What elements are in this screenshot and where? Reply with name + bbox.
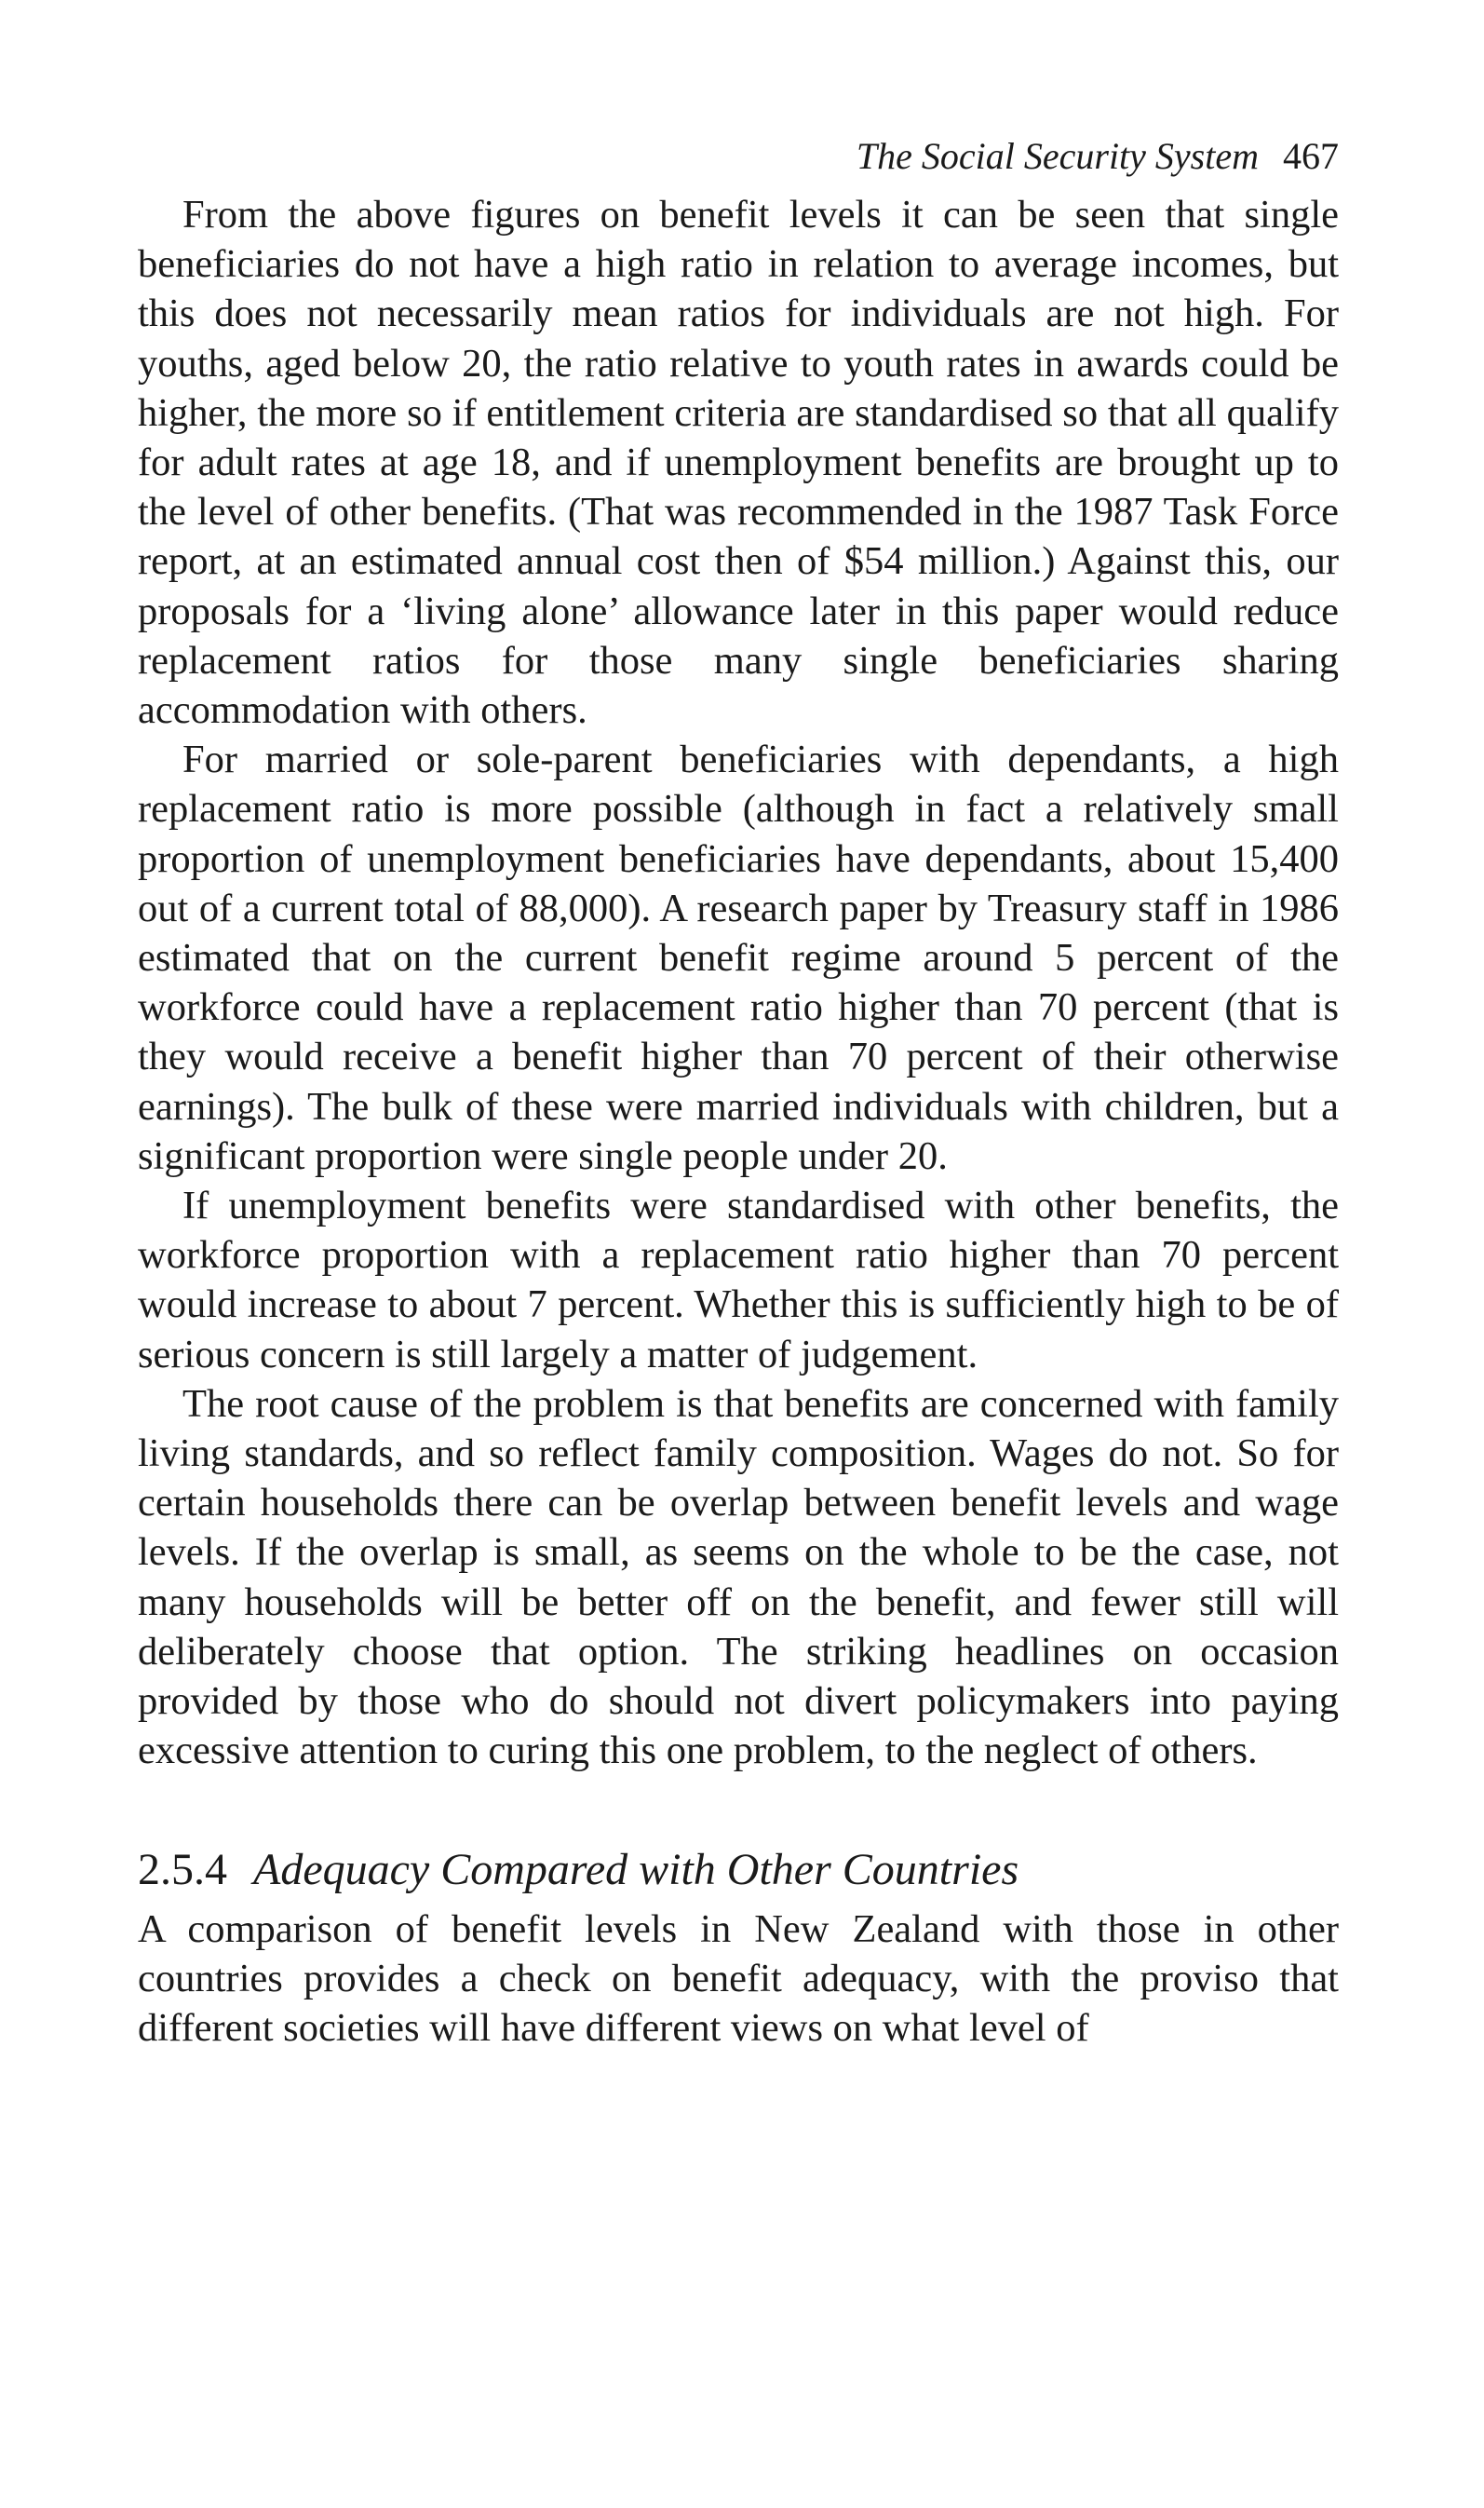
section-number: 2.5.4	[138, 1844, 227, 1894]
section-title: Adequacy Compared with Other Countries	[253, 1844, 1019, 1894]
section-heading	[138, 1841, 1339, 1899]
page	[138, 130, 1339, 2053]
body-paragraph-1: From the above figures on benefit levels it can be seen that single beneficiaries do not have a high ratio in relation to average incomes, but this does not necessarily mean ratios for individuals are not high. For youths, aged below 20, the ratio relative to youth rates in awards could be higher, the more so if entitlement criteria are standardised so that all qualify for adult rates at age 18, and if unemployment benefits are brought up to the level of other benefits. (That was recommended in the 1987 Task Force report, at an estimated annual cost then of $54 million.) Against this, our proposals for a ‘living alone’ allowance later in this paper would reduce replacement ratios for those many single beneficiaries sharing accommodation with others.	[138, 193, 1339, 733]
running-title: The Social Security System	[856, 135, 1259, 177]
body-paragraph-4: The root cause of the problem is that benefits are concerned with family living standards, and so reflect family composition. Wages do not. So for certain households there can be overlap between benefit levels and wage levels. If the overlap is small, as seems on the whole to be the case, not many households will be better off on the benefit, and fewer still will deliberately choose that option. The striking headlines on occasion provided by those who do should not divert policymakers into paying excessive attention to curing this one problem, to the neglect of others.	[138, 1381, 1339, 1773]
body-paragraph-3: If unemployment benefits were standardised with other benefits, the workforce proportion with a replacement ratio higher than 70 percent would increase to about 7 percent. Whether this is sufficiently high to be of serious concern is still largely a matter of judgement.	[138, 1184, 1339, 1376]
section-paragraph: A comparison of benefit levels in New Zealand with those in other countries provides a check on benefit adequacy, with the proviso that different societies will have different views on what level of	[138, 1906, 1339, 2050]
running-head	[138, 130, 1339, 183]
page-number: 467	[1283, 135, 1339, 177]
body-paragraph-2: For married or sole-parent beneficiaries with dependants, a high replacement ratio is more possible (although in fact a relatively small proportion of unemployment beneficiaries have dependants, about 15,400 out of a current total of 88,000). A research paper by Treasury staff in 1986 estimated that on the current benefit regime around 5 percent of the workforce could have a replacement ratio higher than 70 percent (that is they would receive a benefit higher than 70 percent of their otherwise earnings). The bulk of these were married individuals with children, but a significant proportion were single people under 20.	[138, 738, 1339, 1178]
